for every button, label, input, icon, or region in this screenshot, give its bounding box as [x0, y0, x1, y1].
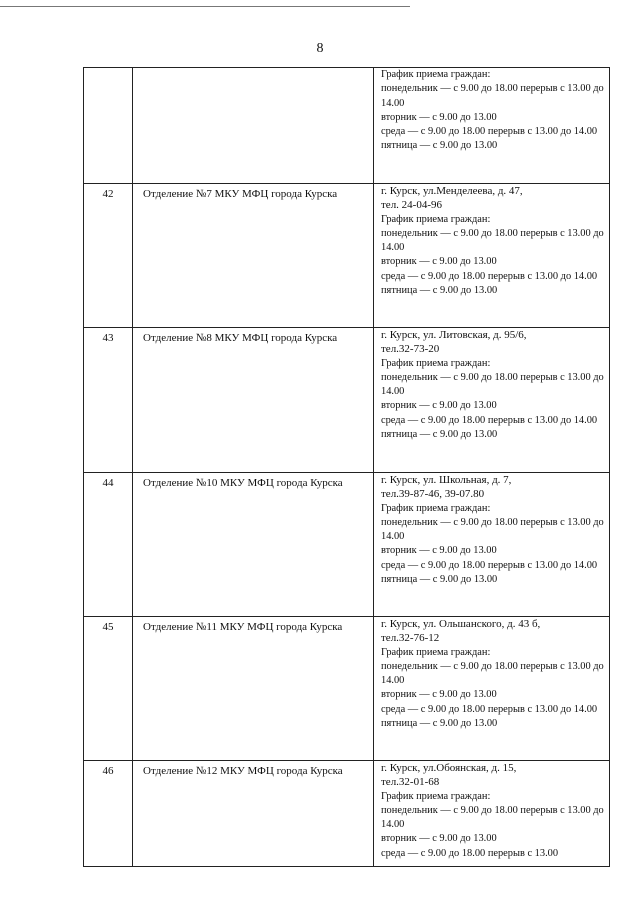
- row-number: 44: [84, 473, 133, 617]
- schedule-friday: пятница — с 9.00 до 13.00: [381, 429, 498, 441]
- office-info-cell: [374, 473, 610, 617]
- schedule-friday: пятница — с 9.00 до 13.00: [381, 718, 498, 730]
- office-address: г. Курск, ул.Менделеева, д. 47,: [381, 185, 523, 197]
- schedule-monday: понедельник — с 9.00 до 18.00 перерыв с 13.00 до 14.00: [381, 83, 604, 109]
- row-number: 42: [84, 184, 133, 328]
- office-name: Отделение №12 МКУ МФЦ города Курска: [133, 761, 374, 867]
- schedule-wednesday: среда — с 9.00 до 18.00 перерыв с 13.00 до 14.00: [381, 559, 598, 571]
- office-phone: тел.32-01-68: [381, 776, 440, 789]
- office-address: г. Курск, ул. Ольшанского, д. 43 б,: [381, 618, 541, 630]
- offices-table: [83, 67, 610, 867]
- office-address: г. Курск, ул. Литовская, д. 95/6,: [381, 329, 527, 341]
- office-phone: тел.32-76-12: [381, 632, 440, 645]
- page-number: 8: [316, 41, 324, 56]
- row-number: 45: [84, 617, 133, 761]
- office-name: Отделение №11 МКУ МФЦ города Курска: [133, 617, 374, 761]
- schedule-tuesday: вторник — с 9.00 до 13.00: [381, 256, 497, 268]
- office-address: г. Курск, ул. Школьная, д. 7,: [381, 474, 512, 486]
- table-row-continuation: [84, 68, 610, 184]
- office-phone: тел. 24-04-96: [381, 199, 443, 212]
- schedule-monday: понедельник — с 9.00 до 18.00 перерыв с 13.00 до 14.00: [381, 516, 604, 543]
- table-row: [84, 328, 610, 473]
- table-row: [84, 184, 610, 328]
- schedule-wednesday: среда — с 9.00 до 18.00 перерыв с 13.00 до 14.00: [381, 703, 598, 715]
- office-phone: тел.32-73-20: [381, 343, 440, 356]
- schedule-heading: График приема граждан:: [381, 357, 491, 369]
- schedule-wednesday: среда — с 9.00 до 18.00 перерыв с 13.00 до 14.00: [381, 126, 598, 138]
- table-row: [84, 473, 610, 617]
- row-number-cell: [84, 68, 133, 184]
- row-number: 46: [84, 761, 133, 867]
- table-row: [84, 761, 610, 867]
- schedule-monday: понедельник — с 9.00 до 18.00 перерыв с 13.00 до 14.00: [381, 660, 604, 687]
- schedule-wednesday: среда — с 9.00 до 18.00 перерыв с 13.00 до 14.00: [381, 414, 598, 426]
- office-name-cell: [133, 68, 374, 184]
- schedule-tuesday: вторник — с 9.00 до 13.00: [381, 111, 497, 123]
- office-info-cell: [374, 617, 610, 761]
- schedule-friday: пятница — с 9.00 до 13.00: [381, 574, 498, 586]
- schedule-tuesday: вторник — с 9.00 до 13.00: [381, 833, 497, 845]
- schedule-tuesday: вторник — с 9.00 до 13.00: [381, 400, 497, 412]
- table-row: [84, 617, 610, 761]
- schedule-wednesday: среда — с 9.00 до 18.00 перерыв с 13.00 до 14.00: [381, 270, 598, 282]
- schedule-friday: пятница — с 9.00 до 13.00: [381, 140, 498, 152]
- schedule-tuesday: вторник — с 9.00 до 13.00: [381, 545, 497, 557]
- schedule-monday: понедельник — с 9.00 до 18.00 перерыв с 13.00 до 14.00: [381, 804, 604, 831]
- schedule-heading: График приема граждан:: [381, 790, 491, 802]
- schedule-tuesday: вторник — с 9.00 до 13.00: [381, 689, 497, 701]
- office-info-cell: [374, 68, 610, 184]
- schedule-monday: понедельник — с 9.00 до 18.00 перерыв с 13.00 до 14.00: [381, 227, 604, 254]
- top-rule: [0, 6, 410, 7]
- office-phone: тел.39-87-46, 39-07.80: [381, 488, 485, 501]
- schedule-monday: понедельник — с 9.00 до 18.00 перерыв с 13.00 до 14.00: [381, 371, 604, 398]
- schedule-friday: пятница — с 9.00 до 13.00: [381, 285, 498, 297]
- office-address: г. Курск, ул.Обоянская, д. 15,: [381, 762, 517, 774]
- schedule-heading: График приема граждан:: [381, 69, 491, 80]
- schedule-wednesday: среда — с 9.00 до 18.00 перерыв с 13.00: [381, 847, 559, 859]
- row-number: 43: [84, 328, 133, 473]
- schedule-heading: График приема граждан:: [381, 646, 491, 658]
- office-name: Отделение №8 МКУ МФЦ города Курска: [133, 328, 374, 473]
- schedule-heading: График приема граждан:: [381, 213, 491, 225]
- office-info-cell: [374, 328, 610, 473]
- office-name: Отделение №10 МКУ МФЦ города Курска: [133, 473, 374, 617]
- schedule-heading: График приема граждан:: [381, 502, 491, 514]
- office-info-cell: [374, 184, 610, 328]
- office-name: Отделение №7 МКУ МФЦ города Курска: [133, 184, 374, 328]
- office-info-cell: [374, 761, 610, 867]
